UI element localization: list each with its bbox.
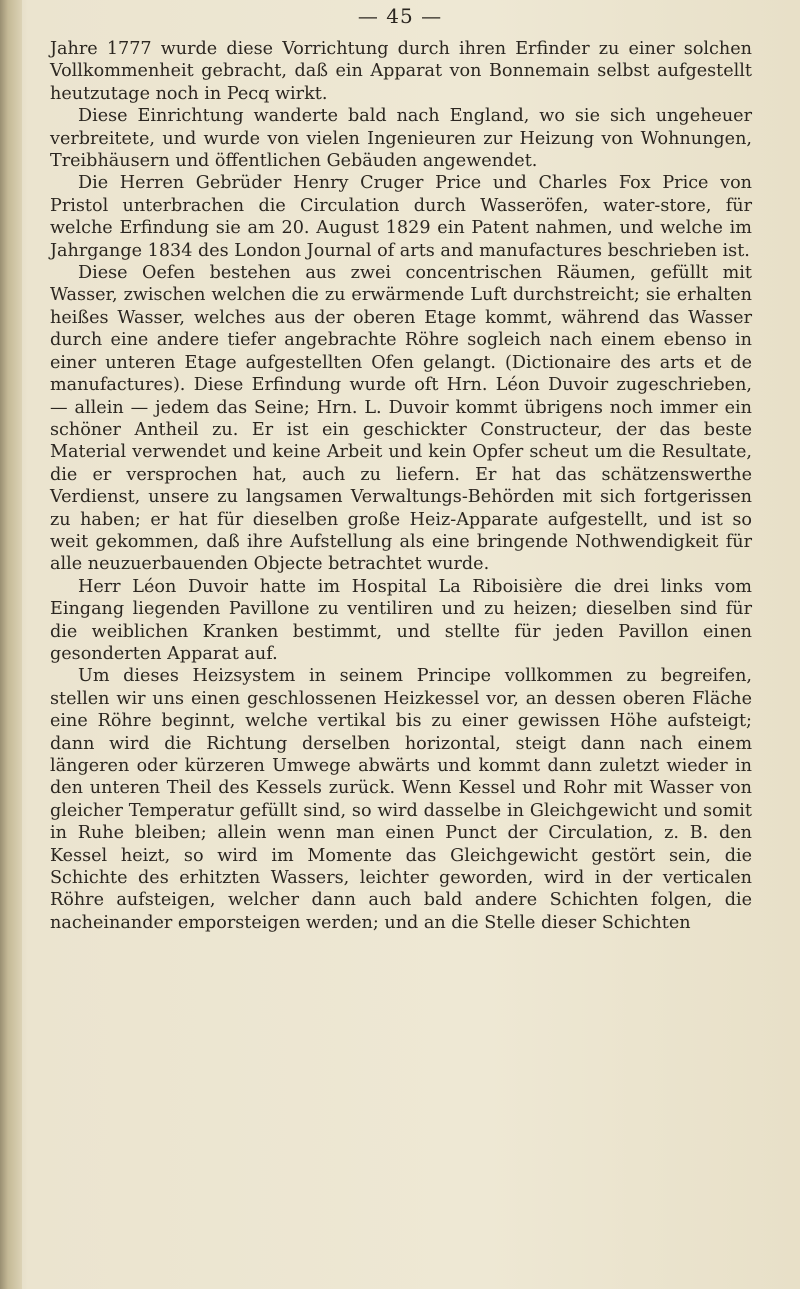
body-text bbox=[50, 38, 752, 934]
paragraph-1: Jahre 1777 wurde diese Vorrichtung durch ihren Erfinder zu einer solchen Vollkommenheit gebracht, daß ein Apparat von Bonnemain selbst aufgestellt heutzutage noch in Pecq wirkt. bbox=[50, 39, 752, 104]
paragraph-6: Um dieses Heizsystem in seinem Principe vollkommen zu begreifen, stellen wir uns einen geschlossenen Heizkessel vor, an dessen oberen Fläche eine Röhre beginnt, welche vertikal bis zu einer gewissen Höhe aufsteigt; dann wird die Richtung derselben horizontal, steigt dann nach einem längeren oder kürzeren Umwege abwärts und kommt dann zuletzt wieder in den unteren Theil des Kessels zurück. Wenn Kessel und Rohr mit Wasser von gleicher Temperatur gefüllt sind, so wird dasselbe in Gleichgewicht und somit in Ruhe bleiben; allein wenn man einen Punct der Circulation, z. B. den Kessel heizt, so wird im Momente das Gleichgewicht gestört sein, die Schichte des erhitzten Wassers, leichter geworden, wird in der verticalen Röhre aufsteigen, welcher dann auch bald andere Schichten folgen, die nacheinander emporsteigen werden; und an die Stelle dieser Schichten bbox=[50, 666, 752, 933]
paragraph-2: Diese Einrichtung wanderte bald nach England, wo sie sich ungeheuer verbreitete, und wurde von vielen Ingenieuren zur Heizung von Wohnungen, Treibhäusern und öffentlichen Gebäuden angewendet. bbox=[50, 106, 752, 172]
paragraph-3: Die Herren Gebrüder Henry Cruger Price und Charles Fox Price von Pristol unterbrachen die Circulation durch Wasseröfen, water-store, für welche Erfindung sie am 20. August 1829 ein Patent nahmen, und welche im Jahrgange 1834 des London Journal of arts and manufactures beschrieben ist. bbox=[50, 173, 752, 261]
paragraph-5: Herr Léon Duvoir hatte im Hospital La Riboisière die drei links vom Eingang liegenden Pavillone zu ventiliren und zu heizen; dieselben sind für die weiblichen Kranken bestimmt, und stellte für jeden Pavillon einen gesonderten Apparat auf. bbox=[50, 576, 752, 664]
page-spine-shadow bbox=[0, 0, 22, 1289]
page-number: — 45 — bbox=[357, 4, 443, 28]
paragraph-4: Diese Oefen bestehen aus zwei concentrischen Räumen, gefüllt mit Wasser, zwischen welchen die zu erwärmende Luft durchstreicht; sie erhalten heißes Wasser, welches aus der oberen Etage kommt, während das Wasser durch eine andere tiefer angebrachte Röhre sogleich nach einem ebenso in einer unteren Etage aufgestellten Ofen gelangt. (Dictionaire des arts et de manufactures). Diese Erfindung wurde oft Hrn. Léon Duvoir zugeschrieben, — allein — jedem das Seine; Hrn. L. Duvoir kommt übrigens noch immer ein schöner Antheil zu. Er ist ein geschickter Constructeur, der das beste Material verwendet und keine Arbeit und kein Opfer scheut um die Resultate, die er versprochen hat, auch zu liefern. Er hat das schätzenswerthe Verdienst, unsere zu langsamen Verwaltungs-Behörden mit sich fortgerissen zu haben; er hat für dieselben große Heiz-Apparate aufgestellt, und ist so weit gekommen, daß ihre Aufstellung als eine bringende Nothwendigkeit für alle neuzuerbauenden Objecte betrachtet wurde. bbox=[50, 263, 752, 575]
